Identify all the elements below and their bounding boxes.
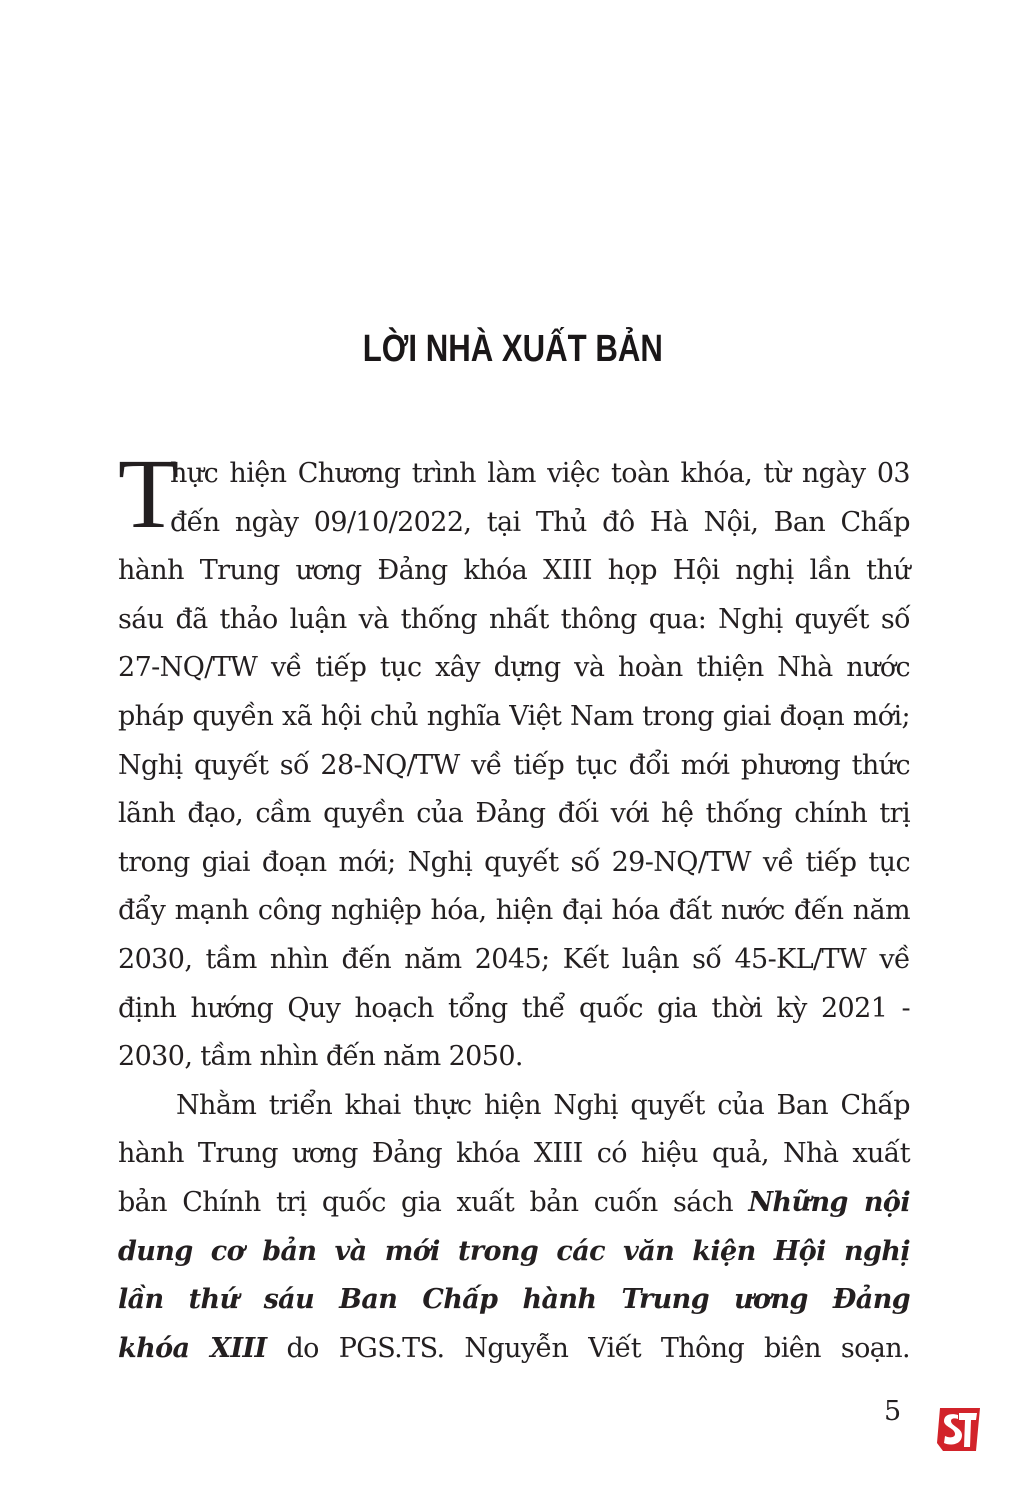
text-line: sáu đã thảo luận và thống nhất thông qua: Nghị quyết số [118, 603, 910, 635]
text-line [118, 1179, 910, 1228]
text-line: hực hiện Chương trình làm việc toàn khóa, từ ngày 03 [170, 458, 910, 489]
text-line: 2030, tầm nhìn đến năm 2045; Kết luận số 45-KL/TW về [118, 943, 910, 975]
text-line: 2030, tầm nhìn đến năm 2050. [118, 1041, 523, 1073]
book-title-line: lần thứ sáu Ban Chấp hành Trung ương Đảng [118, 1284, 910, 1316]
text-line: hành Trung ương Đảng khóa XIII họp Hội nghị lần thứ [118, 555, 910, 587]
text-line [118, 1325, 910, 1374]
text-line: Nghị quyết số 28-NQ/TW về tiếp tục đổi mới phương thức [118, 749, 910, 781]
text-line: trong giai đoạn mới; Nghị quyết số 29-NQ/TW về tiếp tục [118, 846, 910, 878]
text-line: Nhằm triển khai thực hiện Nghị quyết của Ban Chấp [176, 1089, 910, 1121]
page-number: 5 [884, 1396, 902, 1427]
paragraph-1 [118, 438, 910, 1082]
drop-cap: T [118, 438, 180, 549]
book-title-line: dung cơ bản và mới trong các văn kiện Hội nghị [118, 1235, 910, 1267]
text-line: đến ngày 09/10/2022, tại Thủ đô Hà Nội, Ban Chấp [170, 506, 910, 538]
text-line: đẩy mạnh công nghiệp hóa, hiện đại hóa đất nước đến năm [118, 895, 910, 927]
paragraph-2 [118, 1082, 910, 1374]
text-run: do PGS.TS. Nguyễn Viết Thông biên soạn. [266, 1332, 910, 1364]
book-title-run: Những nội [748, 1186, 910, 1218]
text-line: định hướng Quy hoạch tổng thể quốc gia thời kỳ 2021 - [118, 992, 910, 1024]
text-line: hành Trung ương Đảng khóa XIII có hiệu quả, Nhà xuất [118, 1138, 910, 1170]
text-line: 27-NQ/TW về tiếp tục xây dựng và hoàn thiện Nhà nước [118, 652, 910, 684]
publisher-logo-icon [934, 1405, 984, 1453]
text-run: bản Chính trị quốc gia xuất bản cuốn sách [118, 1186, 749, 1218]
text-line: pháp quyền xã hội chủ nghĩa Việt Nam trong giai đoạn mới; [118, 700, 910, 732]
text-line: lãnh đạo, cầm quyền của Đảng đối với hệ thống chính trị [118, 798, 910, 830]
page-title: LỜI NHÀ XUẤT BẢN [362, 328, 663, 370]
book-title-run: khóa XIII [118, 1332, 267, 1364]
body-text [118, 438, 910, 1373]
